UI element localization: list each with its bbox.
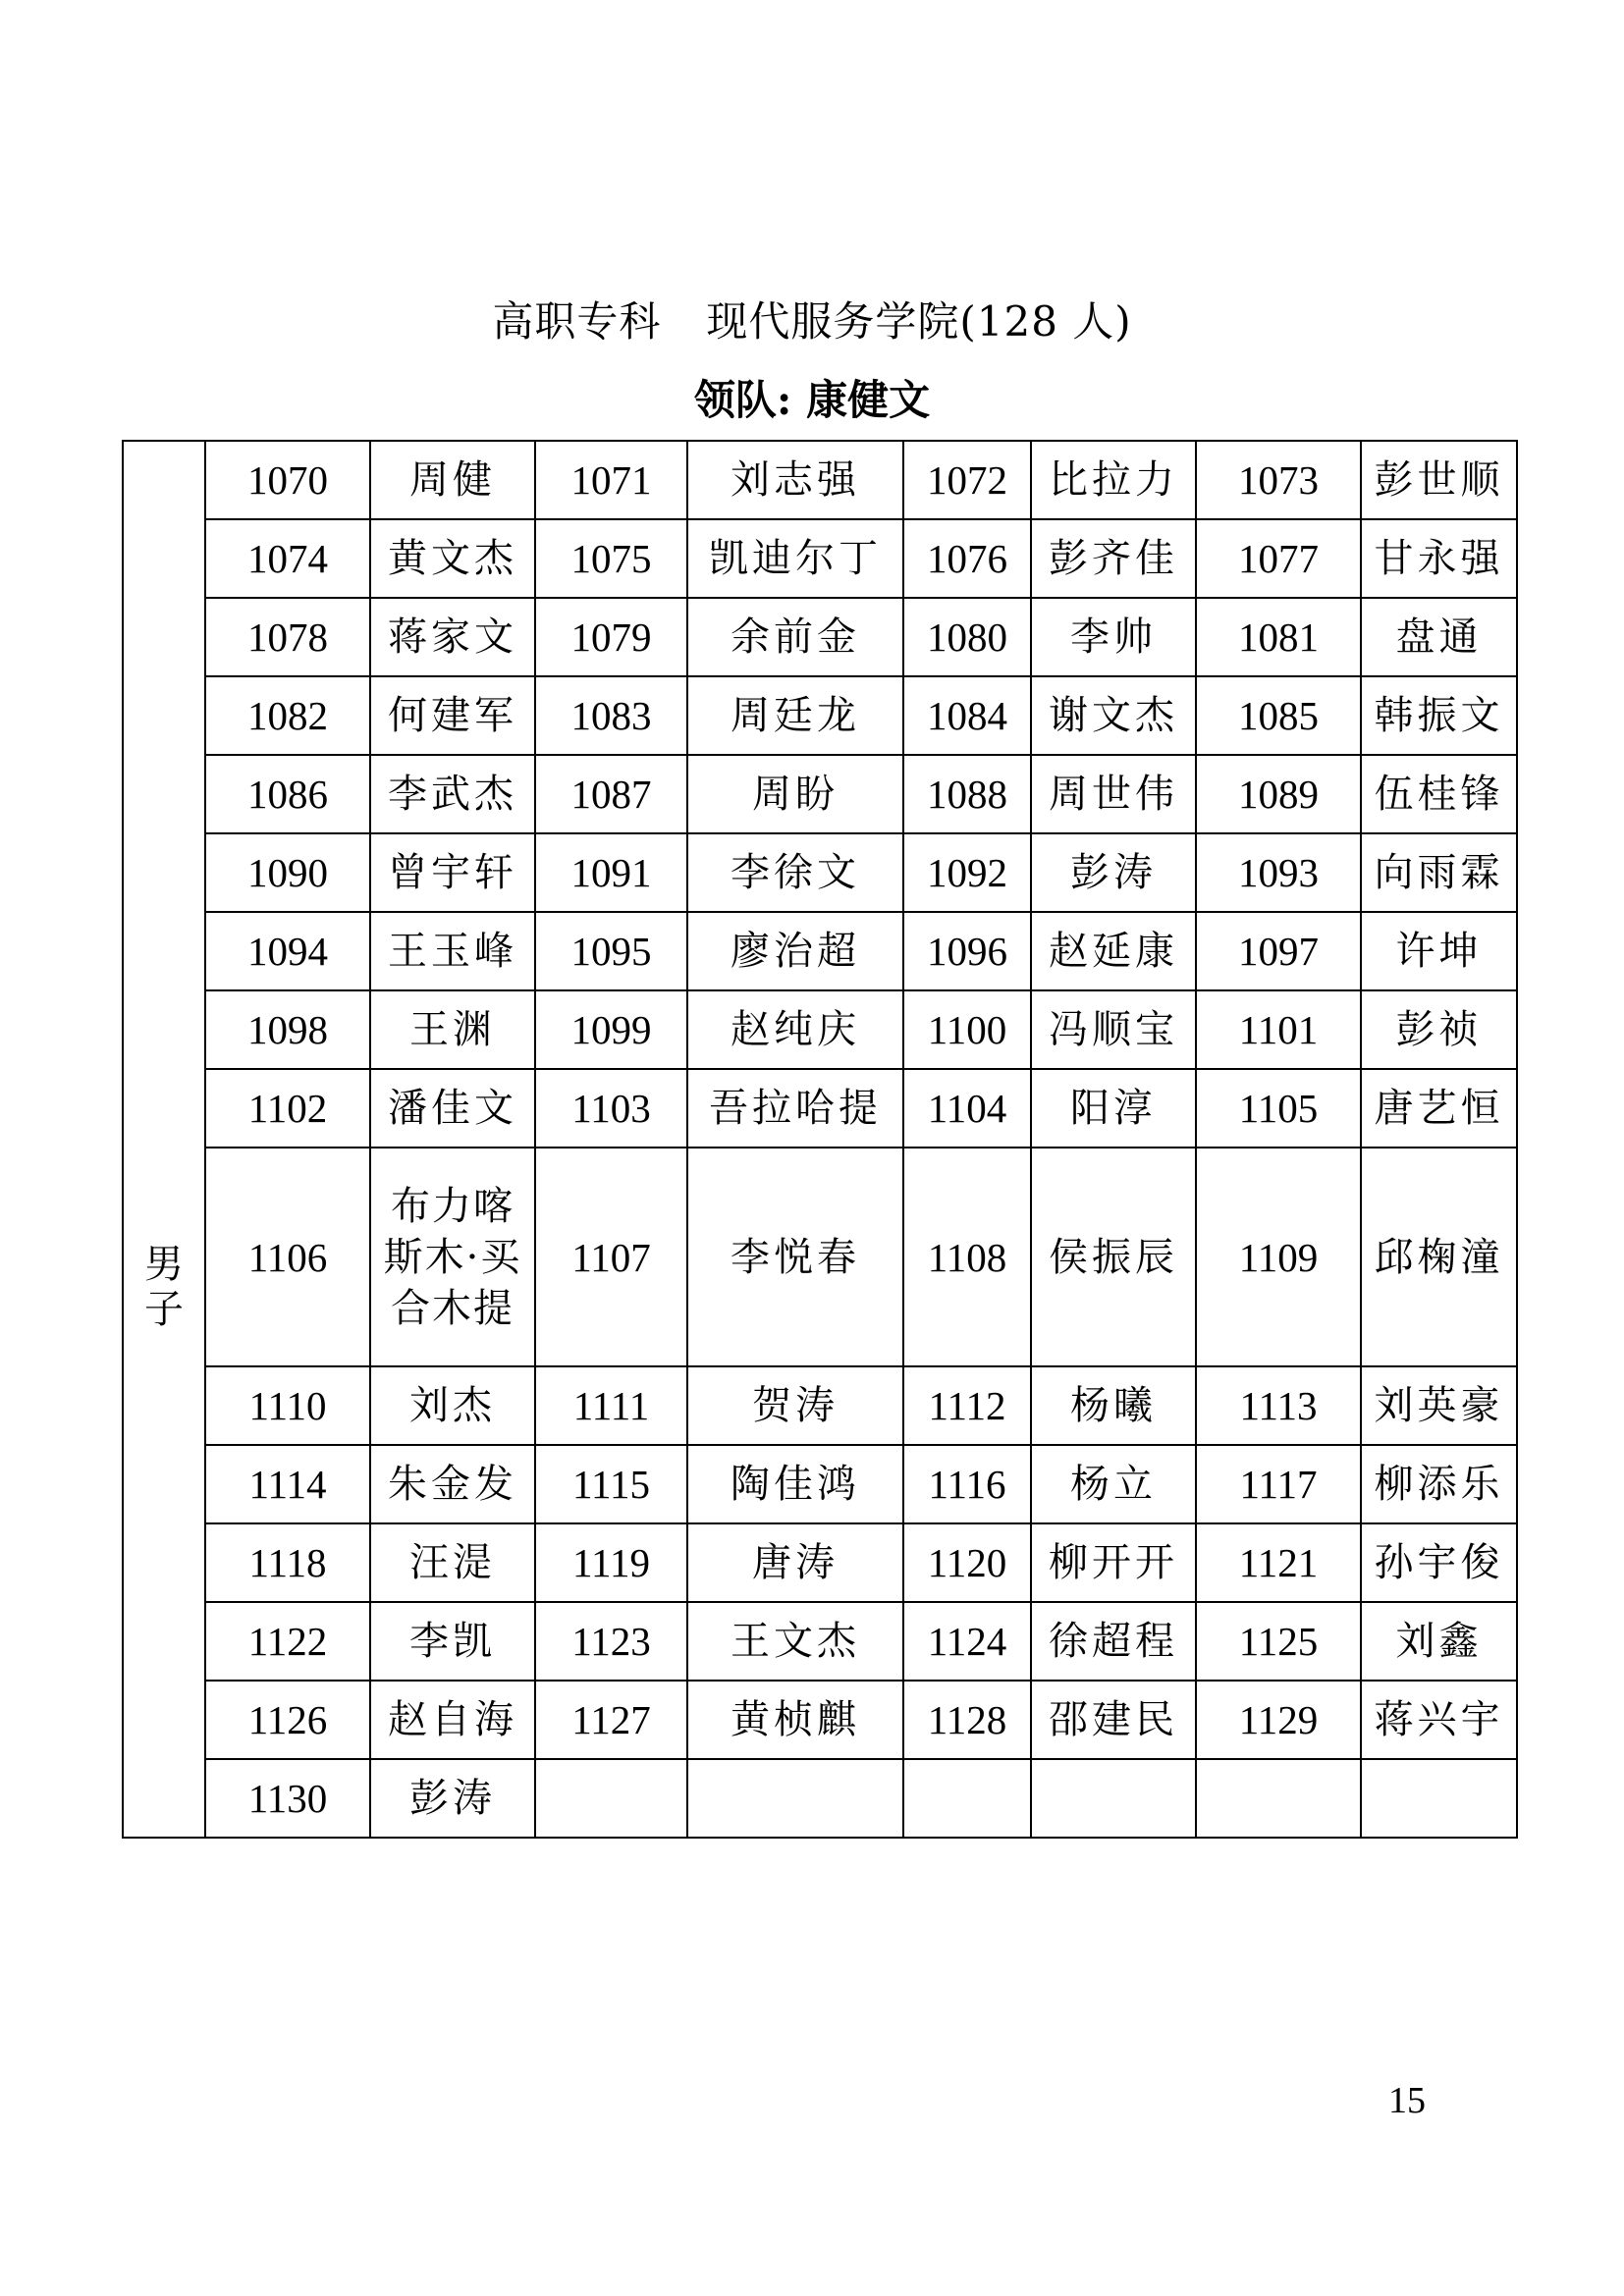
athlete-number-cell: 1124 <box>903 1602 1031 1681</box>
athlete-name-cell: 谢文杰 <box>1031 676 1196 755</box>
athlete-name-cell: 布力喀斯木·买合木提 <box>370 1148 535 1366</box>
athlete-number-cell: 1081 <box>1196 598 1361 676</box>
athlete-name-cell: 李悦春 <box>687 1148 903 1366</box>
athlete-number-cell: 1090 <box>205 833 370 912</box>
athlete-number-cell <box>903 1759 1031 1838</box>
athlete-number-cell: 1129 <box>1196 1681 1361 1759</box>
athlete-number-cell: 1075 <box>535 519 687 598</box>
athlete-number-cell: 1103 <box>535 1069 687 1148</box>
athlete-name-cell: 唐艺恒 <box>1361 1069 1517 1148</box>
athlete-number-cell: 1071 <box>535 441 687 519</box>
athlete-name-cell: 李武杰 <box>370 755 535 833</box>
athlete-name-cell: 周健 <box>370 441 535 519</box>
team-leader <box>0 371 1624 430</box>
athlete-name-cell: 杨立 <box>1031 1445 1196 1523</box>
athlete-name-cell: 孙宇俊 <box>1361 1523 1517 1602</box>
athlete-number-cell: 1100 <box>903 990 1031 1069</box>
athlete-number-cell <box>535 1759 687 1838</box>
athlete-name-cell: 赵自海 <box>370 1681 535 1759</box>
athlete-number-cell: 1089 <box>1196 755 1361 833</box>
athlete-name-cell: 王渊 <box>370 990 535 1069</box>
table-row <box>123 833 1517 912</box>
athlete-name-cell: 黄文杰 <box>370 519 535 598</box>
table-row <box>123 912 1517 990</box>
gender-char: 男 <box>144 1241 184 1287</box>
athlete-name-cell: 曾宇轩 <box>370 833 535 912</box>
athlete-name-cell: 周廷龙 <box>687 676 903 755</box>
athlete-number-cell: 1128 <box>903 1681 1031 1759</box>
athlete-number-cell: 1105 <box>1196 1069 1361 1148</box>
table-row <box>123 519 1517 598</box>
athlete-number-cell: 1074 <box>205 519 370 598</box>
athlete-number-cell: 1099 <box>535 990 687 1069</box>
athlete-number-cell: 1101 <box>1196 990 1361 1069</box>
table-row <box>123 755 1517 833</box>
athlete-number-cell: 1116 <box>903 1445 1031 1523</box>
athlete-name-cell: 赵纯庆 <box>687 990 903 1069</box>
athlete-name-cell: 蒋家文 <box>370 598 535 676</box>
table-row <box>123 598 1517 676</box>
athlete-number-cell: 1102 <box>205 1069 370 1148</box>
athlete-number-cell: 1126 <box>205 1681 370 1759</box>
athlete-name-cell: 伍桂锋 <box>1361 755 1517 833</box>
athlete-number-cell: 1094 <box>205 912 370 990</box>
table-row <box>123 1681 1517 1759</box>
page-title <box>0 293 1624 351</box>
athlete-name-cell: 朱金发 <box>370 1445 535 1523</box>
athlete-name-cell: 甘永强 <box>1361 519 1517 598</box>
athlete-name-cell: 刘英豪 <box>1361 1366 1517 1445</box>
gender-char: 子 <box>144 1286 184 1332</box>
athlete-name-cell: 潘佳文 <box>370 1069 535 1148</box>
athlete-number-cell: 1127 <box>535 1681 687 1759</box>
athlete-number-cell: 1073 <box>1196 441 1361 519</box>
athlete-number-cell: 1130 <box>205 1759 370 1838</box>
athlete-name-cell: 比拉力 <box>1031 441 1196 519</box>
athlete-name-cell: 冯顺宝 <box>1031 990 1196 1069</box>
athlete-number-cell: 1119 <box>535 1523 687 1602</box>
athlete-name-cell: 彭世顺 <box>1361 441 1517 519</box>
table-row <box>123 441 1517 519</box>
athlete-name-cell: 王玉峰 <box>370 912 535 990</box>
athlete-name-cell: 阳淳 <box>1031 1069 1196 1148</box>
athlete-number-cell: 1122 <box>205 1602 370 1681</box>
athlete-name-cell <box>1361 1759 1517 1838</box>
athlete-name-cell: 彭涛 <box>370 1759 535 1838</box>
roster-body <box>123 441 1517 1838</box>
athlete-number-cell: 1092 <box>903 833 1031 912</box>
athlete-name-cell: 唐涛 <box>687 1523 903 1602</box>
athlete-name-cell: 李帅 <box>1031 598 1196 676</box>
athlete-number-cell: 1096 <box>903 912 1031 990</box>
athlete-number-cell: 1109 <box>1196 1148 1361 1366</box>
athlete-name-cell: 赵延康 <box>1031 912 1196 990</box>
roster-table <box>122 440 1518 1839</box>
athlete-number-cell: 1121 <box>1196 1523 1361 1602</box>
athlete-name-cell: 凯迪尔丁 <box>687 519 903 598</box>
athlete-name-cell: 邵建民 <box>1031 1681 1196 1759</box>
athlete-name-cell: 彭齐佳 <box>1031 519 1196 598</box>
athlete-name-cell: 柳开开 <box>1031 1523 1196 1602</box>
leader-label: 领队: <box>693 376 807 424</box>
athlete-number-cell: 1123 <box>535 1602 687 1681</box>
table-row <box>123 1445 1517 1523</box>
athlete-name-cell: 刘杰 <box>370 1366 535 1445</box>
athlete-name-cell: 柳添乐 <box>1361 1445 1517 1523</box>
table-row <box>123 1148 1517 1366</box>
athlete-number-cell: 1117 <box>1196 1445 1361 1523</box>
athlete-number-cell: 1093 <box>1196 833 1361 912</box>
athlete-number-cell: 1118 <box>205 1523 370 1602</box>
athlete-name-cell: 王文杰 <box>687 1602 903 1681</box>
athlete-number-cell: 1080 <box>903 598 1031 676</box>
gender-group-cell <box>123 441 205 1838</box>
title-level: 高职专科 <box>492 297 662 346</box>
athlete-name-cell: 蒋兴宇 <box>1361 1681 1517 1759</box>
athlete-name-cell: 周世伟 <box>1031 755 1196 833</box>
athlete-number-cell: 1095 <box>535 912 687 990</box>
athlete-number-cell: 1114 <box>205 1445 370 1523</box>
athlete-name-cell: 侯振辰 <box>1031 1148 1196 1366</box>
athlete-number-cell: 1112 <box>903 1366 1031 1445</box>
table-row <box>123 1759 1517 1838</box>
athlete-name-cell: 李徐文 <box>687 833 903 912</box>
athlete-number-cell: 1113 <box>1196 1366 1361 1445</box>
athlete-name-cell: 贺涛 <box>687 1366 903 1445</box>
athlete-number-cell: 1077 <box>1196 519 1361 598</box>
athlete-number-cell: 1088 <box>903 755 1031 833</box>
leader-name: 康健文 <box>806 376 931 424</box>
athlete-number-cell: 1106 <box>205 1148 370 1366</box>
athlete-name-cell: 彭涛 <box>1031 833 1196 912</box>
athlete-number-cell <box>1196 1759 1361 1838</box>
athlete-number-cell: 1111 <box>535 1366 687 1445</box>
athlete-name-cell: 邱椈潼 <box>1361 1148 1517 1366</box>
athlete-name-cell: 李凯 <box>370 1602 535 1681</box>
table-row <box>123 990 1517 1069</box>
title-college: 现代服务学院(128 人) <box>706 297 1132 346</box>
athlete-name-cell <box>1031 1759 1196 1838</box>
athlete-number-cell: 1115 <box>535 1445 687 1523</box>
athlete-number-cell: 1079 <box>535 598 687 676</box>
athlete-number-cell: 1125 <box>1196 1602 1361 1681</box>
table-row <box>123 1602 1517 1681</box>
page-number: 15 <box>1388 2080 1426 2121</box>
athlete-name-cell <box>687 1759 903 1838</box>
athlete-name-cell: 陶佳鸿 <box>687 1445 903 1523</box>
athlete-name-cell: 廖治超 <box>687 912 903 990</box>
athlete-number-cell: 1072 <box>903 441 1031 519</box>
athlete-number-cell: 1076 <box>903 519 1031 598</box>
athlete-number-cell: 1084 <box>903 676 1031 755</box>
athlete-name-cell: 向雨霖 <box>1361 833 1517 912</box>
athlete-name-cell: 周盼 <box>687 755 903 833</box>
athlete-number-cell: 1078 <box>205 598 370 676</box>
athlete-name-cell: 余前金 <box>687 598 903 676</box>
athlete-number-cell: 1085 <box>1196 676 1361 755</box>
athlete-number-cell: 1087 <box>535 755 687 833</box>
athlete-number-cell: 1091 <box>535 833 687 912</box>
athlete-name-cell: 徐超程 <box>1031 1602 1196 1681</box>
athlete-name-cell: 汪湜 <box>370 1523 535 1602</box>
athlete-name-cell: 吾拉哈提 <box>687 1069 903 1148</box>
athlete-name-cell: 韩振文 <box>1361 676 1517 755</box>
athlete-name-cell: 黄桢麒 <box>687 1681 903 1759</box>
athlete-number-cell: 1086 <box>205 755 370 833</box>
athlete-name-cell: 彭祯 <box>1361 990 1517 1069</box>
athlete-number-cell: 1082 <box>205 676 370 755</box>
athlete-name-cell: 杨曦 <box>1031 1366 1196 1445</box>
athlete-number-cell: 1097 <box>1196 912 1361 990</box>
athlete-name-cell: 盘通 <box>1361 598 1517 676</box>
athlete-number-cell: 1107 <box>535 1148 687 1366</box>
athlete-name-cell: 刘志强 <box>687 441 903 519</box>
athlete-name-cell: 何建军 <box>370 676 535 755</box>
athlete-number-cell: 1110 <box>205 1366 370 1445</box>
athlete-number-cell: 1120 <box>903 1523 1031 1602</box>
athlete-number-cell: 1098 <box>205 990 370 1069</box>
table-row <box>123 676 1517 755</box>
athlete-name-cell: 许坤 <box>1361 912 1517 990</box>
athlete-number-cell: 1070 <box>205 441 370 519</box>
athlete-number-cell: 1104 <box>903 1069 1031 1148</box>
table-row <box>123 1069 1517 1148</box>
table-row <box>123 1523 1517 1602</box>
athlete-number-cell: 1083 <box>535 676 687 755</box>
table-row <box>123 1366 1517 1445</box>
athlete-name-cell: 刘鑫 <box>1361 1602 1517 1681</box>
athlete-number-cell: 1108 <box>903 1148 1031 1366</box>
